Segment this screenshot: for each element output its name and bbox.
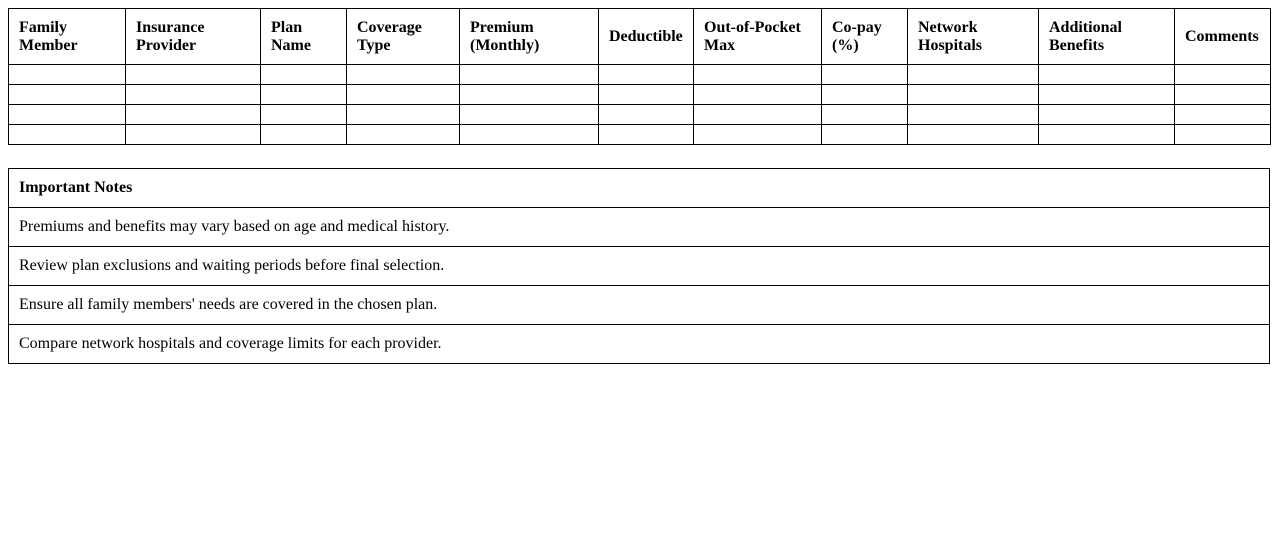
table-cell[interactable] xyxy=(347,125,460,145)
table-cell[interactable] xyxy=(694,105,822,125)
note-item: Premiums and benefits may vary based on age and medical history. xyxy=(9,208,1270,247)
header-deductible xyxy=(599,9,694,65)
table-cell[interactable] xyxy=(599,105,694,125)
header-label: Insurance Provider xyxy=(136,18,205,54)
important-notes-table xyxy=(8,168,1270,364)
table-cell[interactable] xyxy=(1039,85,1175,105)
table-cell[interactable] xyxy=(261,65,347,85)
header-insurance-provider xyxy=(126,9,261,65)
table-row xyxy=(9,65,1271,85)
table-cell[interactable] xyxy=(261,85,347,105)
table-cell[interactable] xyxy=(822,85,908,105)
table-cell[interactable] xyxy=(347,105,460,125)
table-cell[interactable] xyxy=(599,65,694,85)
header-label: Deductible xyxy=(609,27,683,45)
table-cell[interactable] xyxy=(261,105,347,125)
table-cell[interactable] xyxy=(694,125,822,145)
table-header-row xyxy=(9,9,1271,65)
table-cell[interactable] xyxy=(694,65,822,85)
table-cell[interactable] xyxy=(908,105,1039,125)
table-cell[interactable] xyxy=(822,125,908,145)
table-cell[interactable] xyxy=(1039,125,1175,145)
header-label: Premium (Monthly) xyxy=(470,18,540,54)
table-cell[interactable] xyxy=(347,65,460,85)
table-cell[interactable] xyxy=(261,125,347,145)
table-cell[interactable] xyxy=(460,85,599,105)
table-cell[interactable] xyxy=(9,85,126,105)
header-premium-monthly xyxy=(460,9,599,65)
table-cell[interactable] xyxy=(599,85,694,105)
table-cell[interactable] xyxy=(460,105,599,125)
table-cell[interactable] xyxy=(822,65,908,85)
table-cell[interactable] xyxy=(599,125,694,145)
table-cell[interactable] xyxy=(1175,125,1271,145)
header-co-pay xyxy=(822,9,908,65)
table-cell[interactable] xyxy=(1039,105,1175,125)
header-label: Coverage Type xyxy=(357,18,422,54)
header-comments xyxy=(1175,9,1271,65)
table-cell[interactable] xyxy=(1175,85,1271,105)
table-cell[interactable] xyxy=(1175,105,1271,125)
table-body xyxy=(9,65,1271,145)
table-cell[interactable] xyxy=(908,65,1039,85)
table-cell[interactable] xyxy=(126,125,261,145)
table-cell[interactable] xyxy=(908,125,1039,145)
note-item: Review plan exclusions and waiting periods before final selection. xyxy=(9,247,1270,286)
header-label: Co-pay (%) xyxy=(832,18,882,54)
note-item: Ensure all family members' needs are covered in the chosen plan. xyxy=(9,286,1270,325)
table-cell[interactable] xyxy=(9,65,126,85)
table-row xyxy=(9,125,1271,145)
table-cell[interactable] xyxy=(694,85,822,105)
table-cell[interactable] xyxy=(908,85,1039,105)
note-item: Compare network hospitals and coverage limits for each provider. xyxy=(9,325,1270,364)
table-cell[interactable] xyxy=(1039,65,1175,85)
table-cell[interactable] xyxy=(347,85,460,105)
table-cell[interactable] xyxy=(822,105,908,125)
table-cell[interactable] xyxy=(9,105,126,125)
table-row xyxy=(9,105,1271,125)
header-network-hospitals xyxy=(908,9,1039,65)
header-label: Network Hospitals xyxy=(918,18,983,54)
notes-title: Important Notes xyxy=(9,169,1270,208)
table-cell[interactable] xyxy=(1175,65,1271,85)
table-cell[interactable] xyxy=(126,65,261,85)
header-label: Additional Benefits xyxy=(1049,18,1122,54)
header-label: Out-of-Pocket Max xyxy=(704,18,801,54)
note-row xyxy=(9,247,1270,286)
table-cell[interactable] xyxy=(460,125,599,145)
header-out-of-pocket-max xyxy=(694,9,822,65)
table-row xyxy=(9,85,1271,105)
header-plan-name xyxy=(261,9,347,65)
insurance-comparison-table xyxy=(8,8,1271,145)
notes-header-row xyxy=(9,169,1270,208)
header-label: Comments xyxy=(1185,27,1259,45)
note-row xyxy=(9,325,1270,364)
header-family-member xyxy=(9,9,126,65)
table-cell[interactable] xyxy=(126,105,261,125)
table-cell[interactable] xyxy=(460,65,599,85)
table-cell[interactable] xyxy=(126,85,261,105)
note-row xyxy=(9,208,1270,247)
header-label: Plan Name xyxy=(271,18,311,54)
notes-list xyxy=(9,208,1270,364)
note-row xyxy=(9,286,1270,325)
header-label: Family Member xyxy=(19,18,78,54)
header-additional-benefits xyxy=(1039,9,1175,65)
table-cell[interactable] xyxy=(9,125,126,145)
header-coverage-type xyxy=(347,9,460,65)
